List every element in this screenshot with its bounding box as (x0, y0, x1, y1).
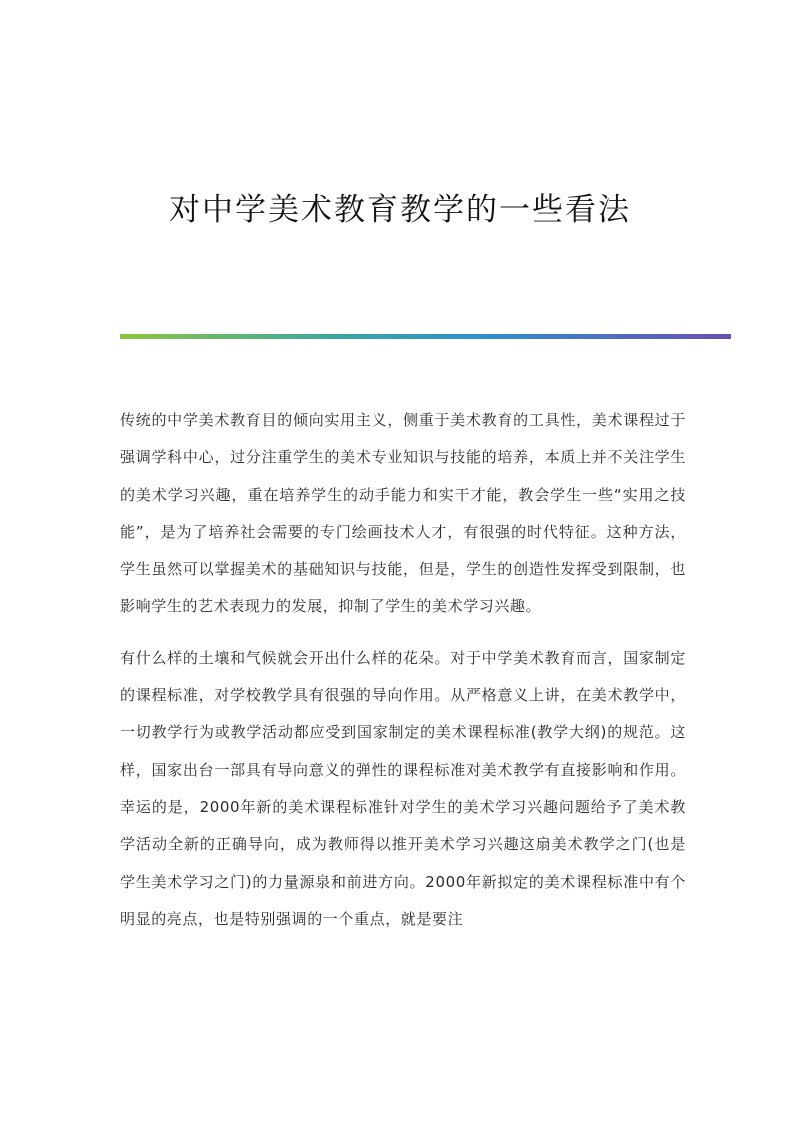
paragraph-2: 有什么样的土壤和气候就会开出什么样的花朵。对于中学美术教育而言，国家制定的课程标准，对学校教学具有很强的导向作用。从严格意义上讲，在美术教学中，一切教学行为或教学活动都应受到国家制定的美术课程标准(教学大纲)的规范。这样，国家出台一部具有导向意义的弹性的课程标准对美术教学有直接影响和作用。幸运的是，2000年新的美术课程标准针对学生的美术学习兴趣问题给予了美术教学活动全新的正确导向，成为教师得以推开美术学习兴趣这扇美术教学之门(也是学生美术学习之门)的力量源泉和前进方向。2000年新拟定的美术课程标准中有个明显的亮点，也是特别强调的一个重点，就是要注 (120, 648, 686, 928)
document-body (120, 402, 686, 952)
title-divider (120, 334, 731, 339)
paragraph-1: 传统的中学美术教育目的倾向实用主义，侧重于美术教育的工具性，美术课程过于强调学科中心，过分注重学生的美术专业知识与技能的培养，本质上并不关注学生的美术学习兴趣，重在培养学生的动手能力和实干才能，教会学生一些“实用之技能”，是为了培养社会需要的专门绘画技术人才，有很强的时代特征。这种方法，学生虽然可以掌握美术的基础知识与技能，但是，学生的创造性发挥受到限制，也影响学生的艺术表现力的发展，抑制了学生的美术学习兴趣。 (120, 411, 686, 616)
document-title: 对中学美术教育教学的一些看法 (169, 192, 631, 228)
